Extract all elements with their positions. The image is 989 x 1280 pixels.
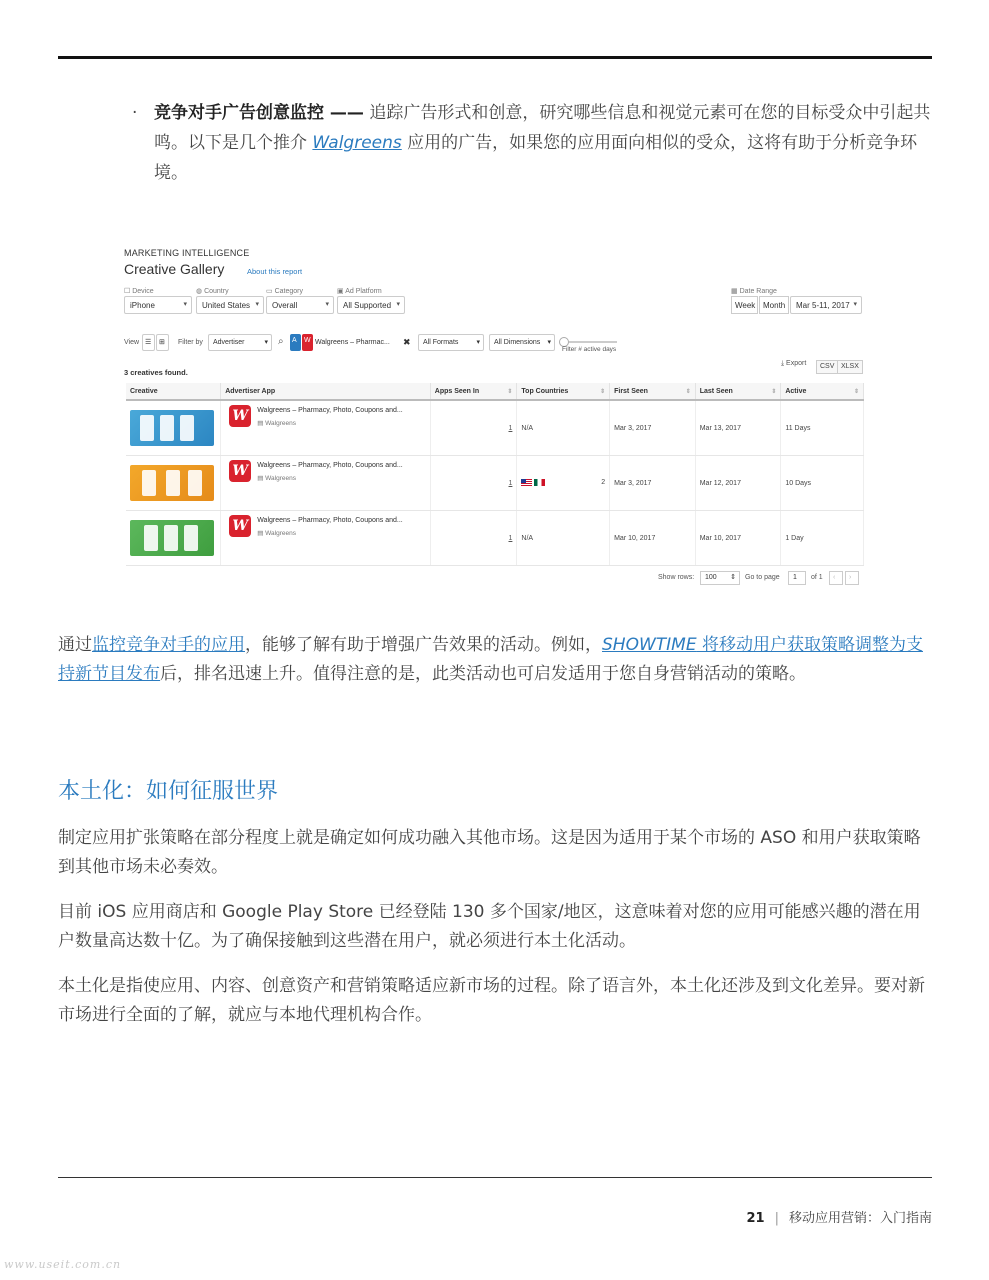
app-name[interactable]: Walgreens – Pharmacy, Photo, Coupons and... <box>257 407 403 414</box>
paragraph-localization: 本土化是指使应用、内容、创意资产和营销策略适应新市场的过程。除了语言外，本土化还涉及到文化差异。要对新市场进行全面的了解，就应与本地代理机构合作。 <box>58 976 925 1025</box>
country-filter-label: ◍ Country <box>196 288 229 295</box>
bullet-dot: · <box>132 103 138 123</box>
countries-cell <box>517 456 610 511</box>
page-number: 21 <box>746 1211 765 1226</box>
countries-value: N/A <box>521 424 534 432</box>
ad-platform-select[interactable]: All Supported ▾ <box>337 296 405 314</box>
col-header-top-countries[interactable]: Top Countries ⇕ <box>517 383 610 400</box>
guide-title: 移动应用营销：入门指南 <box>788 1211 932 1226</box>
show-rows-label: Show rows: <box>658 574 695 581</box>
apps-seen-count[interactable]: 1 <box>508 534 513 542</box>
chevron-down-icon: ▾ <box>547 339 551 346</box>
grid-view-icon[interactable]: ⊞ <box>156 334 169 351</box>
page-footer <box>747 1207 933 1226</box>
col-header-apps-seen[interactable]: Apps Seen In ⇕ <box>430 383 517 400</box>
col-header-active[interactable]: Active ⇕ <box>781 383 864 400</box>
col-header-last-seen[interactable]: Last Seen ⇕ <box>695 383 781 400</box>
col-header-first-seen[interactable]: First Seen ⇕ <box>610 383 696 400</box>
footer-separator: | <box>774 1211 779 1226</box>
filter-by-select[interactable]: Advertiser ▾ <box>208 334 272 351</box>
category-filter-label: ▭ Category <box>266 288 303 295</box>
next-page-icon[interactable]: › <box>845 571 859 585</box>
formats-select[interactable]: All Formats ▾ <box>418 334 484 351</box>
apps-seen-cell <box>430 400 517 456</box>
stepper-icon: ⇕ <box>730 574 736 581</box>
creatives-table <box>126 383 864 566</box>
para1-text-before: 通过 <box>58 635 92 655</box>
category-select[interactable]: Overall ▾ <box>266 296 334 314</box>
csv-button[interactable]: CSV <box>816 360 838 374</box>
view-label: View <box>124 339 140 346</box>
sort-icon: ⇕ <box>507 389 513 395</box>
table-header-row <box>126 383 864 400</box>
sort-icon: ⇕ <box>771 389 777 395</box>
table-row[interactable] <box>126 400 864 456</box>
sort-icon: ⇕ <box>685 389 691 395</box>
country-count: 2 <box>601 479 606 487</box>
advertiser-cell <box>221 511 431 566</box>
mexico-flag-icon <box>534 479 545 486</box>
showtime-link[interactable]: SHOWTIME 将移动用户获取策略调整为支持新节目发布 <box>58 635 923 684</box>
rows-per-page-select[interactable]: 100 ⇕ <box>700 571 740 585</box>
monitor-competitors-link[interactable]: 监控竞争对手的应用 <box>92 635 245 655</box>
creative-cell <box>126 511 221 566</box>
col-header-advertiser-app[interactable]: Advertiser App <box>221 383 431 400</box>
walgreens-small-icon: W <box>302 334 313 351</box>
creative-thumbnail[interactable] <box>130 410 214 446</box>
app-name[interactable]: Walgreens – Pharmacy, Photo, Coupons and... <box>257 462 403 469</box>
active-cell: 11 Days <box>781 400 864 456</box>
about-report-link[interactable]: About this report <box>247 267 303 276</box>
watermark: www.useit.com.cn <box>4 1258 122 1271</box>
country-select[interactable]: United States ▾ <box>196 296 264 314</box>
para1-text-mid: ，能够了解有助于增强广告效果的活动。例如， <box>245 635 602 655</box>
advertiser-cell <box>221 400 431 456</box>
page-input[interactable]: 1 <box>788 571 806 585</box>
app-name[interactable]: Walgreens – Pharmacy, Photo, Coupons and... <box>257 517 403 524</box>
device-filter-label: ☐ Device <box>124 288 154 295</box>
bullet-text-after: 应用的广告，如果您的应用面向相似的受众，这将有助于分析竞争环境。 <box>154 133 918 183</box>
apps-seen-cell <box>430 456 517 511</box>
advertiser-chip: Walgreens – Pharmac... <box>315 339 390 346</box>
go-to-page-label: Go to page <box>745 574 780 581</box>
last-seen-cell: Mar 13, 2017 <box>695 400 781 456</box>
month-button[interactable]: Month <box>759 296 789 314</box>
section-title: 本土化：如何征服世界 <box>58 779 279 804</box>
creative-cell <box>126 456 221 511</box>
toolbar <box>122 334 864 354</box>
list-view-icon[interactable]: ☰ <box>142 334 155 351</box>
walgreens-app-icon: W <box>229 515 251 537</box>
chevron-down-icon: ▾ <box>396 301 400 308</box>
slider-label: Filter # active days <box>562 346 617 353</box>
apps-seen-count[interactable]: 1 <box>508 479 513 487</box>
creative-gallery-screenshot <box>122 244 864 590</box>
paragraph-competitor-monitoring <box>58 631 932 689</box>
walgreens-app-icon: W <box>229 405 251 427</box>
active-cell: 10 Days <box>781 456 864 511</box>
chevron-down-icon: ▾ <box>853 301 857 308</box>
creative-thumbnail[interactable] <box>130 465 214 501</box>
first-seen-cell: Mar 10, 2017 <box>610 511 696 566</box>
export-button[interactable]: ⤓ Export <box>781 360 807 367</box>
week-button[interactable]: Week <box>731 296 758 314</box>
bullet-text <box>154 98 932 188</box>
last-seen-cell: Mar 10, 2017 <box>695 511 781 566</box>
first-seen-cell: Mar 3, 2017 <box>610 400 696 456</box>
bullet-text-before: 追踪广告形式和创意，研究哪些信息和视觉元素可在您的目标受众中引起共鸣。以下是几个推介 <box>154 103 931 153</box>
col-header-creative[interactable]: Creative <box>126 383 221 400</box>
search-icon[interactable]: ⌕ <box>278 336 284 347</box>
dimensions-select[interactable]: All Dimensions ▾ <box>489 334 555 351</box>
para1-text-after: 后，排名迅速上升。值得注意的是，此类活动也可启发适用于您自身营销活动的策略。 <box>160 664 806 684</box>
walgreens-app-icon: W <box>229 460 251 482</box>
sort-icon: ⇕ <box>853 389 859 395</box>
advertiser-cell <box>221 456 431 511</box>
us-flag-icon <box>521 479 532 486</box>
countries-cell <box>517 511 610 566</box>
publisher-name: ▤ Walgreens <box>257 475 296 482</box>
bullet-title: 竞争对手广告创意监控 —— <box>154 103 364 123</box>
publisher-name: ▤ Walgreens <box>257 530 296 537</box>
results-count: 3 creatives found. <box>124 368 188 377</box>
first-seen-cell: Mar 3, 2017 <box>610 456 696 511</box>
apps-seen-cell <box>430 511 517 566</box>
table-row[interactable] <box>126 511 864 566</box>
active-days-slider-track[interactable] <box>569 341 617 343</box>
paragraph-store-reach: 目前 iOS 应用商店和 Google Play Store 已经登陆 130 多个国家/地区，这意味着对您的应用可能感兴趣的潜在用户数量高达数十亿。为了确保接触到这些潜在用户，就必须进行本土化活动。 <box>58 902 921 951</box>
paragraph-expansion: 制定应用扩张策略在部分程度上就是确定如何成功融入其他市场。这是因为适用于某个市场的 ASO 和用户获取策略到其他市场未必奏效。 <box>58 828 921 877</box>
page-count: of 1 <box>811 574 823 581</box>
creative-cell <box>126 400 221 456</box>
app-store-icon: A <box>290 334 301 351</box>
device-select[interactable]: iPhone ▾ <box>124 296 192 314</box>
prev-page-icon[interactable]: ‹ <box>829 571 843 585</box>
countries-value: N/A <box>521 534 534 542</box>
section-label: MARKETING INTELLIGENCE <box>124 248 250 258</box>
last-seen-cell: Mar 12, 2017 <box>695 456 781 511</box>
date-range-label: ▦ Date Range <box>731 288 777 295</box>
chevron-down-icon: ▾ <box>183 301 187 308</box>
chevron-down-icon: ▾ <box>255 301 259 308</box>
ad-platform-filter-label: ▣ Ad Platform <box>337 288 382 295</box>
chevron-down-icon: ▾ <box>325 301 329 308</box>
sort-icon: ⇕ <box>600 389 606 395</box>
filter-by-label: Filter by <box>178 339 203 346</box>
apps-seen-count[interactable]: 1 <box>508 424 513 432</box>
xlsx-button[interactable]: XLSX <box>837 360 863 374</box>
top-rule <box>58 56 932 59</box>
bottom-rule <box>58 1177 932 1178</box>
date-range-select[interactable]: Mar 5-11, 2017 ▾ <box>790 296 862 314</box>
close-icon[interactable]: ✖ <box>403 337 411 347</box>
publisher-name: ▤ Walgreens <box>257 420 296 427</box>
table-row[interactable] <box>126 456 864 511</box>
chevron-down-icon: ▾ <box>476 339 480 346</box>
countries-cell <box>517 400 610 456</box>
gallery-title: Creative Gallery <box>124 261 225 277</box>
walgreens-link[interactable]: Walgreens <box>312 133 402 153</box>
chevron-down-icon: ▾ <box>264 339 268 346</box>
creative-thumbnail[interactable] <box>130 520 214 556</box>
active-cell: 1 Day <box>781 511 864 566</box>
